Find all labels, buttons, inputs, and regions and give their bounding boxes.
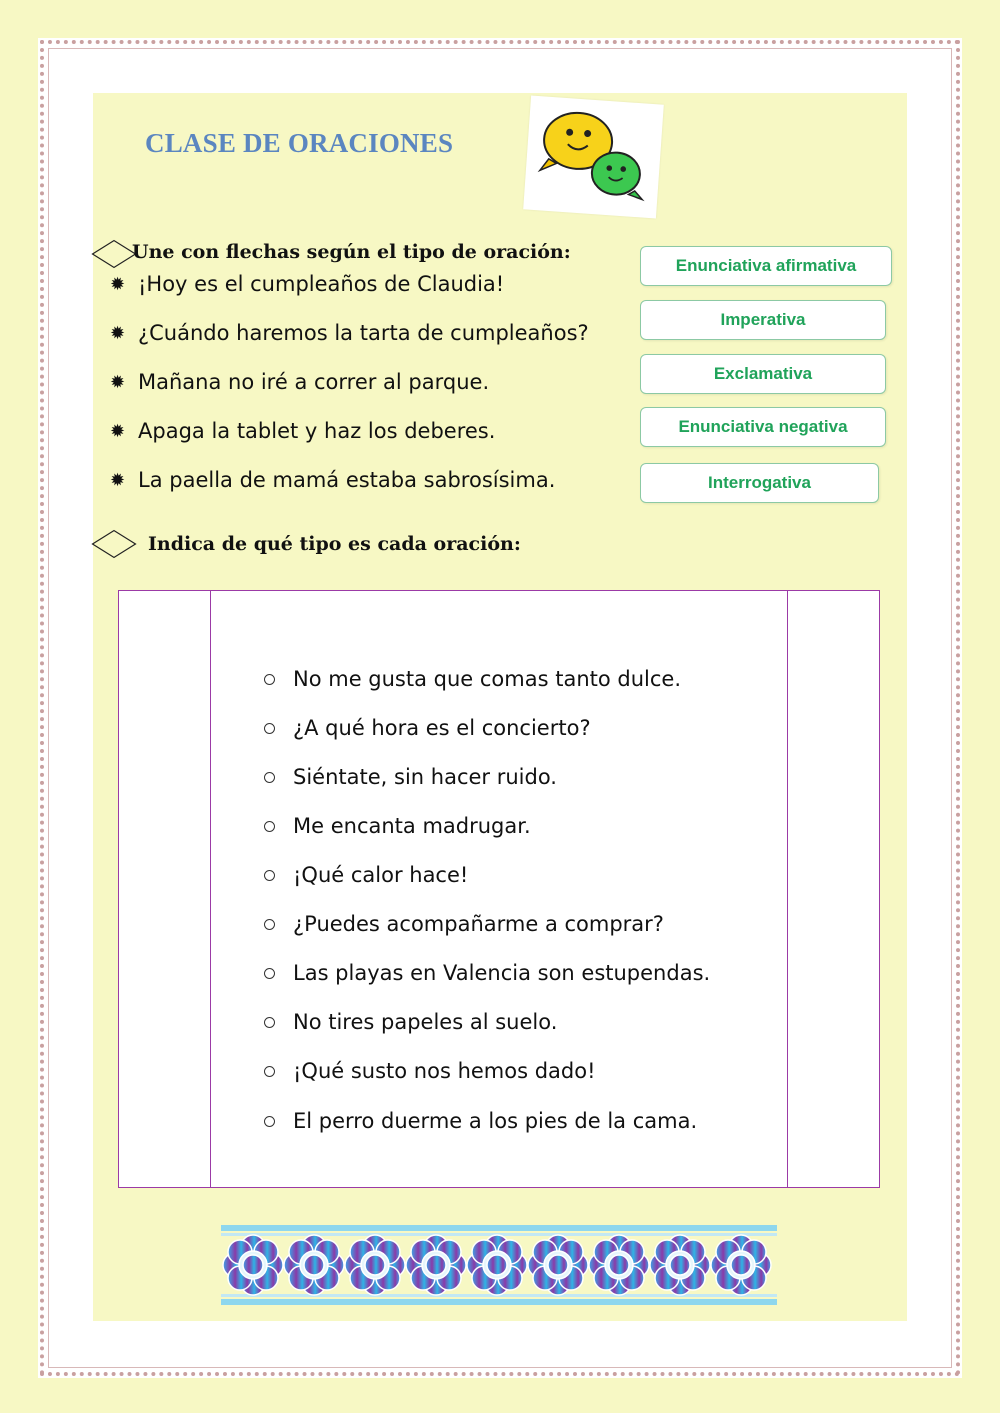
list-item: No me gusta que comas tanto dulce. xyxy=(262,667,681,691)
page-title: CLASE DE ORACIONES xyxy=(145,128,454,158)
star-bullet-icon: ✹ xyxy=(110,371,126,393)
list-item: Me encanta madrugar. xyxy=(262,814,531,838)
chat-bubbles-icon xyxy=(523,96,664,219)
sentence-item: ✹ ¡Hoy es el cumpleaños de Claudia! xyxy=(110,272,505,296)
sentence-item: ✹ Apaga la tablet y haz los deberes. xyxy=(110,419,496,443)
type-box-imperativa[interactable]: Imperativa xyxy=(640,300,886,340)
circle-bullet-icon xyxy=(264,1066,275,1077)
type-box-enunciativa-negativa[interactable]: Enunciativa negativa xyxy=(640,407,886,447)
circle-bullet-icon xyxy=(264,1017,275,1028)
table-divider-right xyxy=(787,591,788,1187)
sentence-item: ✹ Mañana no iré a correr al parque. xyxy=(110,370,490,394)
star-bullet-icon: ✹ xyxy=(110,322,126,344)
list-item: Siéntate, sin hacer ruido. xyxy=(262,765,557,789)
circle-bullet-icon xyxy=(264,772,275,783)
flower-border-decoration xyxy=(221,1225,777,1305)
list-item: El perro duerme a los pies de la cama. xyxy=(262,1109,697,1133)
star-bullet-icon: ✹ xyxy=(110,420,126,442)
star-bullet-icon: ✹ xyxy=(110,273,126,295)
section2-heading: Indica de qué tipo es cada oración: xyxy=(148,533,521,555)
circle-bullet-icon xyxy=(264,919,275,930)
circle-bullet-icon xyxy=(264,674,275,685)
list-item: ¡Qué calor hace! xyxy=(262,863,468,887)
list-item: ¿Puedes acompañarme a comprar? xyxy=(262,912,664,936)
list-item: No tires papeles al suelo. xyxy=(262,1010,557,1034)
type-box-exclamativa[interactable]: Exclamativa xyxy=(640,354,886,394)
table-divider-left xyxy=(210,591,211,1187)
list-item: Las playas en Valencia son estupendas. xyxy=(262,961,710,985)
type-box-enunciativa-afirmativa[interactable]: Enunciativa afirmativa xyxy=(640,246,892,286)
circle-bullet-icon xyxy=(264,870,275,881)
section1-heading: Une con flechas según el tipo de oración: xyxy=(132,241,571,263)
circle-bullet-icon xyxy=(264,723,275,734)
circle-bullet-icon xyxy=(264,821,275,832)
type-box-interrogativa[interactable]: Interrogativa xyxy=(640,463,879,503)
circle-bullet-icon xyxy=(264,968,275,979)
star-bullet-icon: ✹ xyxy=(110,469,126,491)
circle-bullet-icon xyxy=(264,1116,275,1127)
list-item: ¡Qué susto nos hemos dado! xyxy=(262,1059,596,1083)
list-item: ¿A qué hora es el concierto? xyxy=(262,716,591,740)
sentence-item: ✹ ¿Cuándo haremos la tarta de cumpleaños? xyxy=(110,321,589,345)
sentence-item: ✹ La paella de mamá estaba sabrosísima. xyxy=(110,468,556,492)
